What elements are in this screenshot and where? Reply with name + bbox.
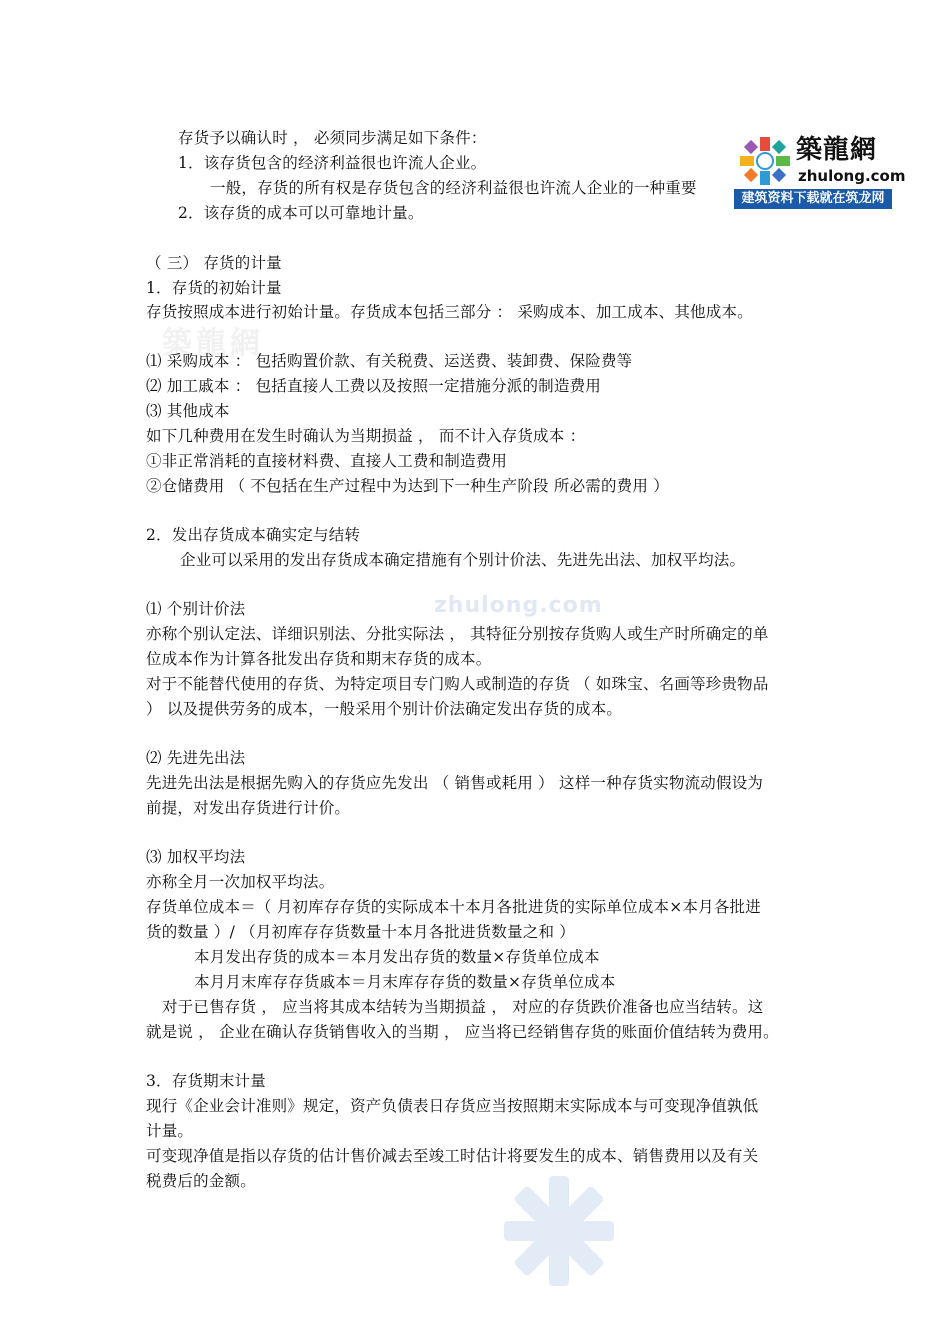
subsection-heading: 1．存货的初始计量 bbox=[146, 279, 282, 297]
formula-line: 货的数量 ）/ （月初库存存货数量十本月各批进货数量之和 ） bbox=[146, 923, 576, 941]
formula-line: 存货单位成本＝（ 月初库存存货的实际成本十本月各批进货的实际单位成本×本月各批进 bbox=[146, 898, 761, 916]
text-line: 前提，对发出存货进行计价。 bbox=[146, 799, 351, 817]
text-line: 对于已售存货 ， 应当将其成本结转为当期损益 ， 对应的存货跌价准备也应当结转。这 bbox=[162, 998, 764, 1016]
text-line: 亦称全月一次加权平均法。 bbox=[146, 873, 335, 891]
text-line: 2．该存货的成本可以可靠地计量。 bbox=[178, 204, 424, 222]
snowflake-watermark-icon bbox=[500, 1172, 618, 1290]
subsection-heading: 3．存货期末计量 bbox=[146, 1072, 266, 1090]
list-item: ⑵ 加工戚本 ： 包括直接人工费以及按照一定措施分派的制造费用 bbox=[146, 377, 601, 395]
logo-brand-en: zhulong.com bbox=[798, 167, 906, 185]
list-item: ⑵ 先进先出法 bbox=[146, 749, 246, 767]
text-line: 亦称个别认定法、详细识别法、分批实际法 ， 其特征分别按存货购人或生产时所确定的单 bbox=[146, 625, 769, 643]
formula-line: 本月发出存货的成本＝本月发出存货的数量×存货单位成本 bbox=[194, 948, 600, 966]
watermark-cn-text: 築龍網 bbox=[162, 326, 264, 361]
text-line: 税费后的金额。 bbox=[146, 1172, 256, 1190]
logo-slogan: 建筑资料下载就在筑龙网 bbox=[734, 189, 892, 209]
text-line: 存货予以确认时 ， 必须同步满足如下条件： bbox=[178, 129, 487, 147]
logo-brand-cn: 築龍網 bbox=[796, 135, 878, 165]
text-line: 计量。 bbox=[146, 1122, 194, 1140]
text-line: 位成本作为计算各批发出存货和期末存货的成本。 bbox=[146, 650, 492, 668]
list-item: ①非正常消耗的直接材料费、直接人工费和制造费用 bbox=[146, 452, 508, 470]
text-line: 就是说 ， 企业在确认存货销售收入的当期 ， 应当将已经销售存货的账面价值结转为费用。 bbox=[146, 1023, 779, 1041]
text-line: 可变现净值是指以存货的估计售价减去至竣工时估计将要发生的成本、销售费用以及有关 bbox=[146, 1147, 759, 1165]
text-line: 先进先出法是根据先购入的存货应先发出 （ 销售或耗用 ） 这样一种存货实物流动假设为 bbox=[146, 774, 764, 792]
watermark-text: zhulong.com bbox=[434, 593, 603, 618]
text-line: 企业可以采用的发出存货成本确定措施有个别计价法、先进先出法、加权平均法。 bbox=[180, 551, 746, 569]
text-line: ） 以及提供劳务的成本，一般采用个别计价法确定发出存货的成本。 bbox=[146, 700, 623, 718]
text-line: 一般，存货的所有权是存货包含的经济利益很也许流人企业的一种重要 bbox=[210, 179, 697, 197]
text-line: 存货按照成本进行初始计量。存货成本包括三部分 ： 采购成本、加工成本、其他成本。 bbox=[146, 303, 753, 321]
zhulong-logo[interactable] bbox=[734, 131, 906, 209]
section-heading: （ 三） 存货的计量 bbox=[146, 254, 282, 272]
list-item: ⑴ 采购成本 ： 包括购置价款、有关税费、运送费、装卸费、保险费等 bbox=[146, 352, 633, 370]
list-item: ②仓储费用 （ 不包括在生产过程中为达到下一种生产阶段 所必需的费用 ） bbox=[146, 477, 669, 495]
formula-line: 本月月末库存存货戚本＝月末库存存货的数量×存货单位成本 bbox=[194, 973, 616, 991]
text-line: 现行《企业会计准则》规定，资产负债表日存货应当按照期末实际成本与可变现净值孰低 bbox=[146, 1097, 759, 1115]
subsection-heading: 2．发出存货成本确实定与结转 bbox=[146, 526, 361, 544]
text-line: 如下几种费用在发生时确认为当期损益 ， 而不计入存货成本 ： bbox=[146, 427, 586, 445]
text-line: 1．该存货包含的经济利益很也许流人企业。 bbox=[178, 154, 487, 172]
list-item: ⑶ 其他成本 bbox=[146, 402, 230, 420]
text-line: 对于不能替代使用的存货、为特定项目专门购人或制造的存货 （ 如珠宝、名画等珍贵物品 bbox=[146, 675, 769, 693]
list-item: ⑶ 加权平均法 bbox=[146, 848, 246, 866]
snowflake-logo-icon bbox=[738, 135, 792, 187]
list-item: ⑴ 个别计价法 bbox=[146, 600, 246, 618]
